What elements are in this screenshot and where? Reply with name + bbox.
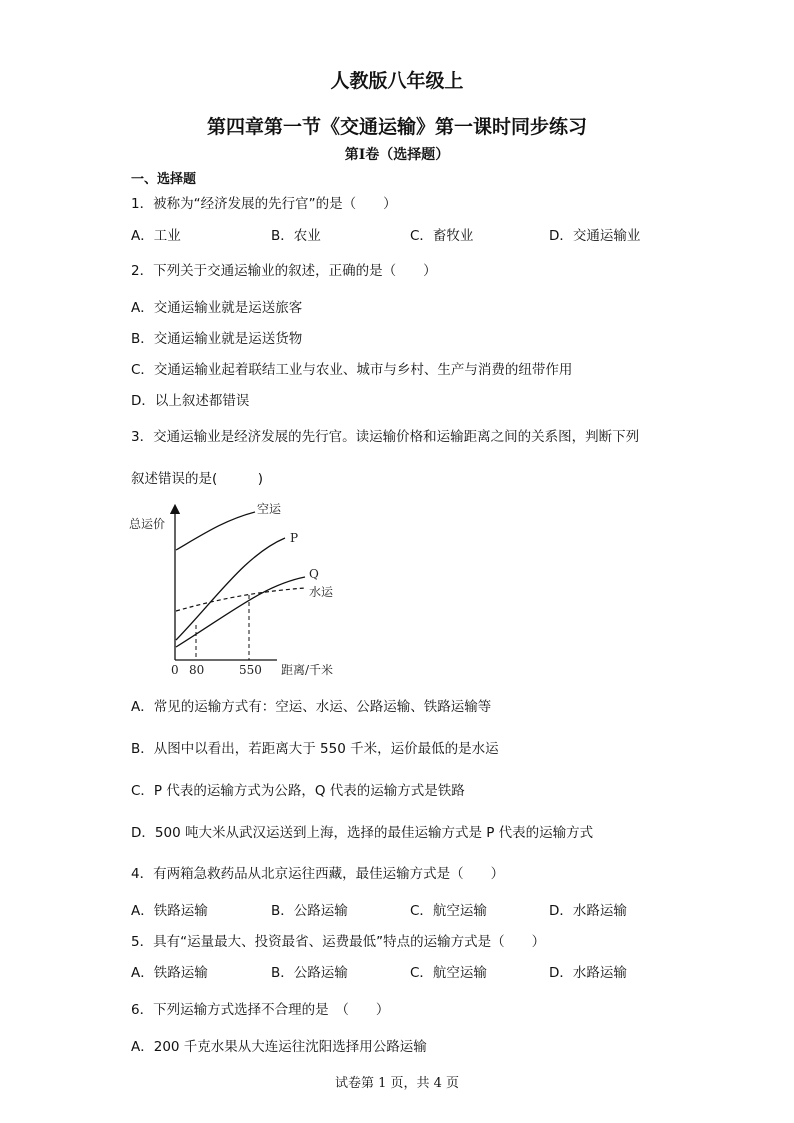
question-3-continued: 叙述错误的是( ) bbox=[131, 471, 264, 487]
q3-option-b[interactable]: B．从图中以看出，若距离大于 550 千米，运价最低的是水运 bbox=[131, 741, 499, 757]
page-title: 人教版八年级上 bbox=[330, 70, 464, 92]
volume-label: 第Ⅰ卷（选择题） bbox=[344, 147, 450, 163]
y-axis-label: 总运价 bbox=[129, 517, 166, 531]
series-air-curve bbox=[176, 512, 255, 550]
q3-option-c[interactable]: C．P 代表的运输方式为公路，Q 代表的运输方式是铁路 bbox=[131, 783, 465, 799]
series-label-air: 空运 bbox=[257, 502, 282, 516]
q2-option-b[interactable]: B．交通运输业就是运送货物 bbox=[131, 331, 303, 347]
q3-option-a[interactable]: A．常见的运输方式有：空运、水运、公路运输、铁路运输等 bbox=[131, 699, 492, 715]
q1-option-c[interactable]: C．畜牧业 bbox=[410, 228, 474, 244]
q5-option-c[interactable]: C．航空运输 bbox=[410, 965, 487, 981]
tick-label-80: 80 bbox=[189, 663, 205, 677]
x-axis-label: 距离/千米 bbox=[281, 663, 334, 677]
q4-option-c[interactable]: C．航空运输 bbox=[410, 903, 487, 919]
question-6: 6．下列运输方式选择不合理的是 （ ） bbox=[131, 1002, 390, 1018]
page-subtitle: 第四章第一节《交通运输》第一课时同步练习 bbox=[206, 116, 587, 138]
q2-option-a[interactable]: A．交通运输业就是运送旅客 bbox=[131, 300, 303, 316]
series-label-p: P bbox=[290, 531, 299, 545]
q4-option-a[interactable]: A．铁路运输 bbox=[131, 903, 208, 919]
question-4: 4．有两箱急救药品从北京运往西藏，最佳运输方式是（ ） bbox=[131, 866, 505, 882]
q1-option-a[interactable]: A．工业 bbox=[131, 228, 181, 244]
q1-option-d[interactable]: D．交通运输业 bbox=[549, 228, 641, 244]
series-q-curve bbox=[176, 577, 305, 647]
q3-option-d[interactable]: D．500 吨大米从武汉运送到上海，选择的最佳运输方式是 P 代表的运输方式 bbox=[131, 825, 594, 841]
question-2: 2．下列关于交通运输业的叙述，正确的是（ ） bbox=[131, 263, 437, 279]
q5-option-b[interactable]: B．公路运输 bbox=[271, 965, 348, 981]
q4-option-d[interactable]: D．水路运输 bbox=[549, 903, 627, 919]
q6-option-a[interactable]: A．200 千克水果从大连运往沈阳选择用公路运输 bbox=[131, 1039, 427, 1055]
q4-option-b[interactable]: B．公路运输 bbox=[271, 903, 348, 919]
q2-option-c[interactable]: C．交通运输业起着联结工业与农业、城市与乡村、生产与消费的纽带作用 bbox=[131, 362, 573, 378]
origin-label: 0 bbox=[171, 663, 179, 677]
section-label: 一、选择题 bbox=[131, 172, 197, 187]
tick-label-550: 550 bbox=[239, 663, 262, 677]
question-5: 5．具有“运量最大、投资最省、运费最低”特点的运输方式是（ ） bbox=[131, 934, 546, 950]
question-1: 1．被称为“经济发展的先行官”的是（ ） bbox=[131, 196, 397, 212]
q2-option-d[interactable]: D．以上叙述都错误 bbox=[131, 393, 250, 409]
series-water-curve bbox=[176, 588, 305, 611]
series-label-q: Q bbox=[309, 567, 319, 581]
q5-option-d[interactable]: D．水路运输 bbox=[549, 965, 627, 981]
q5-option-a[interactable]: A．铁路运输 bbox=[131, 965, 208, 981]
question-3: 3．交通运输业是经济发展的先行官。读运输价格和运输距离之间的关系图，判断下列 bbox=[131, 429, 640, 445]
q1-option-b[interactable]: B．农业 bbox=[271, 228, 321, 244]
page-footer: 试卷第 1 页，共 4 页 bbox=[334, 1076, 460, 1091]
transport-cost-chart bbox=[125, 495, 350, 680]
series-label-water: 水运 bbox=[309, 585, 334, 599]
